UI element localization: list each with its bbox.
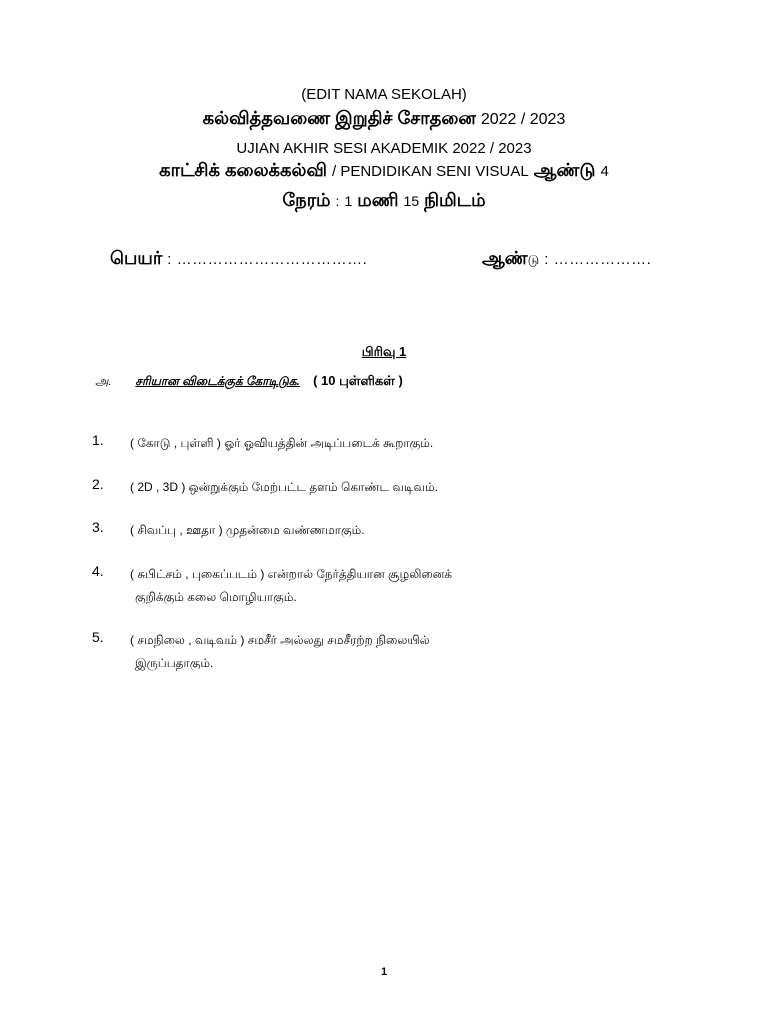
question-text: ( சிவப்பு , ஊதா ) முதன்மை வண்ணமாகும். [130,523,365,537]
question-text-continued: குறிக்கும் கலை மொழியாகும். [135,590,297,604]
subject-line [0,160,768,183]
question-item [92,629,430,675]
exam-title-year: 2022 / 2023 [480,111,566,128]
question-number: 2. [92,476,104,492]
question-item [92,563,452,609]
time-line [0,190,768,213]
time-minute-word: நிமிடம் [424,190,486,210]
page-number: 1 [380,966,388,978]
question-text-continued: இருப்பதாகும். [135,656,214,670]
section-title: பிரிவு 1 [361,344,407,359]
question-text: ( 2D , 3D ) ஒன்றுக்கும் மேற்பட்ட தளம் கொண்ட வடிவம். [130,480,438,494]
exam-title-malay: UJIAN AKHIR SESI AKADEMIK 2022 / 2023 [236,140,532,157]
question-number: 4. [92,563,104,579]
class-blank: : ………………. [544,251,652,268]
school-name: (EDIT NAMA SEKOLAH) [301,86,467,103]
time-hour-number: 1 [344,193,353,209]
time-minute-number: 15 [403,193,420,209]
instruction-letter: அ. [95,374,112,388]
year-number: 4 [600,163,609,180]
exam-title-tamil-text: கல்வித்தவணை இறுதிச் சோதனை [202,108,476,128]
subject-tamil: காட்சிக் கலைக்கல்வி [159,160,327,180]
question-item [92,519,365,542]
question-item [92,432,433,455]
subject-malay: / PENDIDIKAN SENI VISUAL [331,163,529,180]
question-text: ( சமநிலை , வடிவம் ) சமசீர் அல்லது சமசீரற்ற நிலையில் [130,633,430,647]
year-label: ஆண்டு [533,160,596,180]
class-label: ஆண் [482,248,528,268]
class-label-suffix: டு [527,252,540,267]
question-number: 1. [92,432,104,448]
question-text: ( சுபிட்சம் , புகைப்படம் ) என்றால் நேர்த்தியான சூழலினைக் [130,567,453,581]
time-hour-word: மணி [357,190,399,210]
instruction-line [95,373,403,390]
time-separator: : [335,193,340,209]
question-item [92,476,438,499]
question-number: 5. [92,629,104,645]
time-label: நேரம் [282,190,331,210]
exam-title-tamil [0,108,768,131]
name-field [110,248,367,271]
question-number: 3. [92,519,104,535]
instruction-text: சரியான விடைக்குக் கோடிடுக. [135,374,300,388]
name-label: பெயர் [110,248,163,268]
question-text: ( கோடு , புள்ளி ) ஓர் ஓவியத்தின் அடிப்படைக் கூறாகும். [130,436,434,450]
instruction-marks: ( 10 புள்ளிகள் ) [313,373,403,388]
class-field [482,248,651,271]
name-blank: : ………………………………. [167,251,368,268]
